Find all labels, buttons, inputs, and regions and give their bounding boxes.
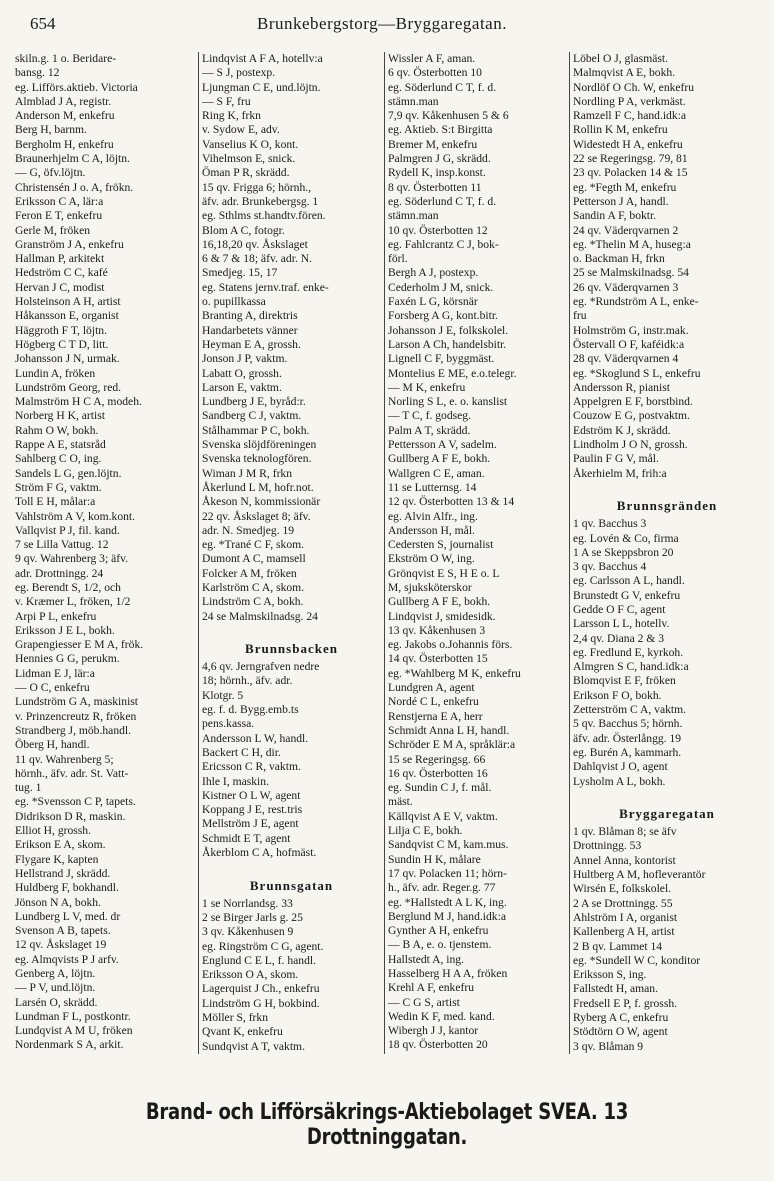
directory-entry: Åkerblom C A, hofmäst. [202, 846, 317, 860]
directory-entry: Möller S, frkn [202, 1011, 269, 1024]
directory-entry: 22 qv. Åskslaget 8; äfv. [202, 509, 311, 523]
directory-entry: Wallgren C E, aman. [388, 466, 485, 480]
directory-entry: 18 qv. Österbotten 20 [388, 1038, 488, 1052]
directory-entry: Paulin F G V, mål. [573, 452, 659, 466]
directory-entry: Johansson J N, urmak. [15, 352, 120, 366]
directory-entry: 3 qv. Kåkenhusen 9 [202, 925, 294, 939]
directory-entry: adr. Drottningg. 24 [15, 566, 104, 580]
directory-entry: Flygare K, kapten [15, 852, 99, 866]
directory-entry: Pettersson A V, sadelm. [388, 438, 497, 452]
directory-entry: Hennies G G, perukm. [15, 652, 120, 666]
directory-entry: eg. Jakobs o.Johannis förs. [388, 638, 513, 652]
directory-entry: Andersson H, mål. [388, 523, 475, 537]
directory-entry: Dahlqvist J O, agent [573, 760, 668, 774]
directory-entry: — S J, postexp. [202, 66, 276, 80]
directory-entry: 24 qv. Väderqvarnen 2 [573, 223, 679, 237]
directory-entry: Bergh A J, postexp. [388, 266, 479, 280]
directory-entry: Hultberg A M, hofleverantör [573, 868, 706, 882]
directory-entry: Jönson N A, bokh. [15, 895, 101, 909]
directory-entry: Couzow E G, postvaktm. [573, 409, 690, 423]
directory-entry: 15 se Regeringsg. 66 [388, 752, 486, 766]
directory-entry: Genberg A, löjtn. [15, 967, 96, 980]
directory-entry: 4,6 qv. Jerngrafven nedre [202, 660, 320, 674]
directory-entry: Lysholm A L, bokh. [573, 774, 666, 788]
directory-entry: — P V, und.löjtn. [15, 981, 96, 995]
directory-entry [388, 1053, 566, 1054]
directory-entry: Gedde O F C, agent [573, 602, 666, 616]
directory-entry: Ström F G, vaktm. [15, 480, 102, 494]
directory-entry: Ekström O W, ing. [388, 552, 475, 566]
directory-entry: — M K, enkefru [388, 380, 466, 394]
directory-entry: — O C, enkefru [15, 681, 90, 695]
directory-entry: Stödtörn O W, agent [573, 1025, 668, 1039]
directory-entry: Almblad J A, registr. [15, 94, 112, 108]
directory-entry: 9 qv. Wahrenberg 3; äfv. [15, 552, 129, 566]
directory-entry: Johansson J E, folkskolel. [388, 323, 509, 337]
directory-entry: 8 qv. Österbotten 11 [388, 180, 482, 194]
directory-entry: Cedersten S, journalist [388, 538, 494, 552]
directory-entry: Bergholm H, enkefru [15, 137, 114, 151]
street-section-heading: Bryggaregatan [619, 806, 715, 822]
directory-entry: Ring K, frkn [202, 109, 261, 123]
directory-entry: eg. *Hallstedt A L K, ing. [388, 895, 507, 909]
directory-entry: Branting A, direktris [202, 309, 298, 323]
directory-entry: eg. Sthlms st.handtv.fören. [202, 209, 326, 223]
directory-entry: Lundberg J E, byråd:r. [202, 395, 306, 409]
directory-entry: eg. Söderlund C T, f. d. [388, 80, 497, 94]
directory-entry: 13 qv. Kåkenhusen 3 [388, 623, 486, 637]
directory-entry: 23 qv. Polacken 14 & 15 [573, 166, 688, 180]
directory-entry: Sandin A F, boktr. [573, 209, 657, 223]
directory-entry: v. Sydow E, adv. [202, 123, 280, 137]
directory-entry: Koppang J E, rest.tris [202, 803, 303, 817]
directory-entry: Berg H, barnm. [15, 123, 87, 137]
directory-entry: Sandels L G, gen.löjtn. [15, 466, 122, 480]
directory-entry: tug. 1 [15, 781, 42, 795]
directory-entry: v. Prinzencreutz R, fröken [15, 709, 137, 723]
directory-entry: 2 B qv. Lammet 14 [573, 939, 663, 953]
directory-entry: Rydell K, insp.konst. [388, 166, 486, 180]
directory-entry: 16 qv. Österbotten 16 [388, 766, 488, 780]
directory-entry: Karlström C A, skom. [202, 580, 305, 594]
directory-entry: skiln.g. 1 o. Beridare- [15, 52, 117, 65]
directory-entry: eg. f. d. Bygg.emb.ts [202, 703, 299, 717]
directory-entry: pens.kassa. [202, 717, 255, 731]
directory-entry: Lagerquist J Ch., enkefru [202, 982, 320, 996]
directory-entry: Berglund M J, hand.idk:a [388, 909, 506, 923]
directory-entry: Gullberg A F E, bokh. [388, 595, 491, 609]
directory-entry: 2 A se Drottningg. 55 [573, 896, 673, 910]
directory-entry: Lundgren A, agent [388, 681, 475, 695]
directory-entry: eg. Almqvists P J arfv. [15, 952, 119, 966]
directory-entry: eg. Berendt S, 1/2, och [15, 580, 121, 594]
directory-entry: Ramzell F C, hand.idk:a [573, 109, 687, 123]
directory-entry: Källqvist A E V, vaktm. [388, 809, 498, 823]
directory-entry: Cederholm J M, snick. [388, 280, 494, 294]
directory-entry: 1 se Norrlandsg. 33 [202, 896, 293, 910]
directory-entry: Malmqvist A E, bokh. [573, 66, 676, 80]
directory-entry: Holsteinson A H, artist [15, 295, 121, 309]
directory-entry: Brunstedt G V, enkefru [573, 588, 681, 602]
directory-entry: Lundin A, fröken [15, 366, 96, 380]
directory-entry: Gerle M, fröken [15, 223, 91, 237]
directory-entry: 7 se Lilla Vattug. 12 [15, 538, 109, 552]
directory-entry: Ryberg A C, enkefru [573, 1011, 669, 1024]
directory-entry: v. Kræmer L, fröken, 1/2 [15, 595, 131, 609]
directory-entry: 10 qv. Österbotten 12 [388, 223, 488, 237]
directory-entry: — B A, e. o. tjenstem. [388, 938, 492, 952]
directory-entry: stämn.man [388, 209, 439, 223]
directory-entry: Petterson J A, handl. [573, 194, 669, 208]
directory-entry: äfv. adr. Brunkebergsg. 1 [202, 194, 319, 208]
directory-entry: Strandberg J, möb.handl. [15, 723, 132, 737]
directory-entry: — T C, f. godseg. [388, 409, 471, 423]
directory-entry: Eriksson O A, skom. [202, 968, 299, 982]
directory-entry: Lindström C A, bokh. [202, 595, 304, 609]
directory-entry: Anderson M, enkefru [15, 109, 115, 123]
directory-entry [573, 789, 761, 803]
directory-entry: 12 qv. Åskslaget 19 [15, 938, 107, 952]
directory-entry: Jonson J P, vaktm. [202, 352, 288, 366]
directory-entry: bansg. 12 [15, 66, 60, 80]
directory-entry: 15 qv. Frigga 6; hörnh., [202, 180, 312, 194]
directory-entry: Rappe A E, statsråd [15, 438, 106, 452]
directory-entry: Holmström G, instr.mak. [573, 323, 689, 337]
columns [12, 52, 764, 1054]
directory-entry: eg. Alvin Alfr., ing. [388, 509, 478, 523]
directory-entry: Nordlöf O Ch. W, enkefru [573, 80, 695, 94]
directory-entry: Vallqvist P J, fil. kand. [15, 523, 120, 537]
directory-entry: eg. Statens jernv.traf. enke- [202, 280, 329, 294]
directory-entry: Labatt O, grossh. [202, 366, 282, 380]
directory-entry: Appelgren E F, borstbind. [573, 395, 693, 409]
directory-entry: Sundqvist A T, vaktm. [202, 1039, 305, 1053]
directory-entry: Kistner O L W, agent [202, 788, 301, 802]
directory-entry: Grapengiesser E M A, frök. [15, 638, 144, 652]
advertisement-footer: Brand- och Lifförsäkrings-Aktiebolaget SVEA. 13 Drottninggatan. [145, 1100, 629, 1150]
directory-entry: Montelius E ME, e.o.telegr. [388, 366, 517, 380]
directory-entry: Löbel O J, glasmäst. [573, 52, 668, 65]
column-1 [12, 52, 198, 1054]
directory-entry: eg. Fahlcrantz C J, bok- [388, 237, 499, 251]
directory-entry: Gullberg A F E, bokh. [388, 452, 491, 466]
directory-entry: eg. Burén A, kammarh. [573, 745, 682, 759]
directory-entry: o. pupillkassa [202, 295, 266, 309]
directory-entry: eg. *Rundström A L, enke- [573, 295, 699, 309]
directory-entry: Handarbetets vänner [202, 323, 298, 337]
column-4 [569, 52, 764, 1054]
directory-entry: 1 qv. Blåman 8; se äfv [573, 825, 677, 839]
directory-entry: Sahlberg C O, ing. [15, 452, 102, 466]
directory-entry [573, 481, 761, 495]
directory-entry: Larson E, vaktm. [202, 380, 282, 394]
page-title: Brunkebergstorg—Bryggaregatan. [257, 14, 507, 33]
directory-entry: 2 se Birger Jarls g. 25 [202, 910, 303, 924]
directory-entry: 12 qv. Österbotten 13 & 14 [388, 495, 515, 509]
directory-entry: Hallman P, arkitekt [15, 252, 105, 266]
street-section-heading: Brunnsgatan [249, 877, 334, 893]
directory-entry: Wissler A F, aman. [388, 52, 476, 65]
directory-entry: Lindholm J O N, grossh. [573, 438, 688, 452]
directory-entry: Didrikson D R, maskin. [15, 809, 126, 823]
directory-entry: förl. [388, 252, 408, 266]
directory-entry: Backert C H, dir. [202, 745, 281, 759]
directory-entry: Östervall O F, kaféidk:a [573, 337, 685, 351]
directory-entry: Palm A T, skrädd. [388, 423, 471, 437]
directory-entry: 14 qv. Österbotten 15 [388, 652, 488, 666]
directory-entry: Vahlström A V, kom.kont. [15, 509, 136, 523]
directory-entry: Bremer M, enkefru [388, 137, 478, 151]
directory-entry: Folcker A M, fröken [202, 566, 297, 580]
directory-entry: Kallenberg A H, artist [573, 925, 675, 939]
directory-entry: Svenska teknologfören. [202, 452, 312, 466]
directory-entry: Wirsén E, folkskolel. [573, 882, 672, 896]
directory-entry: Nordenmark S A, arkit. [15, 1038, 124, 1052]
directory-entry: Stålhammar P C, bokh. [202, 423, 310, 437]
directory-entry: Annel Anna, kontorist [573, 853, 676, 867]
directory-entry: — G, öfv.löjtn. [15, 166, 86, 180]
directory-entry: Lundman F L, postkontr. [15, 1009, 131, 1023]
directory-entry: Svenson A B, tapets. [15, 924, 111, 938]
directory-entry: eg. Carlsson A L, handl. [573, 574, 685, 588]
directory-entry: adr. N. Smedjeg. 19 [202, 523, 295, 537]
directory-entry: o. Backman H, frkn [573, 252, 665, 266]
directory-entry: Lignell C F, byggmäst. [388, 352, 495, 366]
directory-entry: eg. Lovén & Co, firma [573, 531, 679, 545]
directory-entry: Åkerlund L M, hofr.not. [202, 480, 314, 494]
directory-entry: Palmgren J G, skrädd. [388, 152, 491, 166]
directory-entry: Sandberg C J, vaktm. [202, 409, 302, 423]
directory-entry: Sundin H K, målare [388, 852, 481, 866]
directory-entry: Schröder E M A, språklär:a [388, 738, 516, 752]
directory-entry: Huldberg F, bokhandl. [15, 881, 119, 895]
directory-entry: Arpi P L, enkefru [15, 609, 97, 623]
page-number: 654 [30, 14, 56, 33]
directory-entry: 18; hörnh., äfv. adr. [202, 674, 293, 688]
directory-entry: Hellstrand J, skrädd. [15, 866, 111, 880]
directory-entry: Heyman E A, grossh. [202, 337, 301, 351]
directory-entry: h., äfv. adr. Reger.g. 77 [388, 881, 496, 895]
directory-entry: Eriksson C A, lär:a [15, 194, 104, 208]
directory-entry: Englund C E L, f. handl. [202, 953, 316, 967]
directory-entry: Lundström G A, maskinist [15, 695, 139, 709]
directory-entry: 11 se Lutternsg. 14 [388, 480, 477, 494]
directory-entry: Zetterström C A, vaktm. [573, 703, 687, 717]
directory-entry: Dumont A C, mamsell [202, 552, 306, 566]
directory-entry: 24 se Malmskilnadsg. 24 [202, 609, 318, 623]
directory-entry: Widestedt H A, enkefru [573, 137, 683, 151]
directory-entry: 28 qv. Väderqvarnen 4 [573, 352, 679, 366]
directory-entry: Blomqvist E F, fröken [573, 674, 676, 688]
directory-entry: Nordling P A, verkmäst. [573, 94, 686, 108]
directory-entry: Norberg H K, artist [15, 409, 105, 423]
directory-entry: 25 se Malmskilnadsg. 54 [573, 266, 689, 280]
directory-entry: Svenska slöjdföreningen [202, 438, 317, 452]
directory-entry: Lidman E J, lär:a [15, 666, 95, 680]
directory-entry: Andersson R, pianist [573, 380, 670, 394]
column-2 [198, 52, 384, 1054]
directory-entry: Ljungman C E, und.löjtn. [202, 80, 321, 94]
directory-entry: hörnh., äfv. adr. St. Vatt- [15, 766, 129, 780]
directory-entry: Åkeson N, kommissionär [202, 495, 321, 509]
directory-entry: fru [573, 309, 587, 323]
directory-entry: eg. Söderlund C T, f. d. [388, 194, 497, 208]
directory-entry: Krehl A F, enkefru [388, 981, 475, 995]
directory-entry: Edström K J, skrädd. [573, 423, 671, 437]
directory-entry: — C G S, artist [388, 995, 460, 1009]
directory-entry: 3 qv. Blåman 9 [573, 1039, 644, 1053]
directory-entry: 22 se Regeringsg. 79, 81 [573, 152, 688, 166]
directory-entry: Wibergh J J, kantor [388, 1024, 479, 1038]
directory-entry: 6 qv. Österbotten 10 [388, 66, 482, 80]
directory-entry: Rollin K M, enkefru [573, 123, 668, 137]
directory-entry: Grönqvist E S, H E o. L [388, 566, 500, 580]
directory-entry: Smedjeg. 15, 17 [202, 266, 278, 280]
directory-entry: Fredsell E P, f. grossh. [573, 996, 678, 1010]
directory-entry: 2,4 qv. Diana 2 & 3 [573, 631, 665, 645]
directory-entry: Elliot H, grossh. [15, 824, 92, 838]
directory-entry: Wiman J M R, frkn [202, 466, 293, 480]
directory-entry: Braunerhjelm C A, löjtn. [15, 152, 130, 166]
page-header [12, 14, 764, 38]
directory-entry: 26 qv. Väderqvarnen 3 [573, 280, 679, 294]
directory-entry: 5 qv. Bacchus 5; hörnh. [573, 717, 683, 731]
directory-entry: Åkerhielm M, frih:a [573, 466, 667, 480]
directory-entry: eg. Fredlund E, kyrkoh. [573, 645, 684, 659]
directory-entry: Mellström J E, agent [202, 817, 299, 831]
directory-entry: Larsson L L, hotellv. [573, 617, 670, 631]
directory-entry: Lindqvist J, smidesidk. [388, 609, 496, 623]
directory-entry: Lundström Georg, red. [15, 380, 122, 394]
directory-entry: Öberg H, handl. [15, 738, 90, 752]
directory-entry: eg. *Skoglund S L, enkefru [573, 366, 701, 380]
directory-entry: Andersson L W, handl. [202, 731, 309, 745]
directory-entry: eg. *Trané C F, skom. [202, 538, 305, 552]
directory-entry: Sandqvist C M, kam.mus. [388, 838, 509, 852]
directory-entry [202, 624, 381, 638]
directory-entry: eg. Ringström C G, agent. [202, 939, 324, 953]
directory-entry: Blom A C, fotogr. [202, 223, 285, 237]
directory-entry: Lindström G H, bokbind. [202, 996, 320, 1010]
directory-entry: stämn.man [388, 94, 439, 108]
directory-entry: 3 qv. Bacchus 4 [573, 560, 647, 574]
directory-entry: Drottningg. 53 [573, 839, 642, 853]
directory-entry: Malmström H C A, modeh. [15, 395, 142, 409]
directory-entry: Högberg C T D, litt. [15, 337, 109, 351]
directory-entry [202, 860, 381, 874]
directory-entry: Nordé C L, enkefru [388, 695, 479, 709]
directory-entry: 1 A se Skeppsbron 20 [573, 545, 674, 559]
directory-entry: Larson A Ch, handelsbitr. [388, 337, 507, 351]
directory-entry: M, sjuksköterskor [388, 580, 472, 594]
directory-entry: 6 & 7 & 18; äfv. adr. N. [202, 252, 313, 266]
directory-entry: 16,18,20 qv. Åskslaget [202, 237, 308, 251]
directory-entry: Ericsson C R, vaktm. [202, 760, 301, 774]
street-section-heading: Brunnsgränden [616, 498, 718, 514]
directory-entry: Lundqvist A M U, fröken [15, 1024, 133, 1038]
directory-entry: Öman P R, skrädd. [202, 166, 290, 180]
street-section-heading: Brunnsbacken [245, 641, 338, 657]
directory-entry: Toll E H, målar:a [15, 495, 96, 509]
directory-entry: Norling S L, e. o. kanslist [388, 395, 508, 409]
directory-entry: Ihle I, maskin. [202, 774, 269, 788]
directory-entry: Forsberg A G, kont.bitr. [388, 309, 498, 323]
directory-entry: Klotgr. 5 [202, 688, 244, 702]
directory-entry: Qvant K, enkefru [202, 1025, 283, 1039]
directory-entry: eg. *Thelin M A, huseg:a [573, 237, 691, 251]
directory-entry: Vanselius K O, kont. [202, 137, 299, 151]
directory-entry: 11 qv. Wahrenberg 5; [15, 752, 114, 766]
directory-entry: Gynther A H, enkefru [388, 924, 489, 938]
directory-entry: eg. Sundin C J, f. mål. [388, 781, 492, 795]
directory-entry: eg. *Svensson C P, tapets. [15, 795, 136, 809]
directory-entry: Wedin K F, med. kand. [388, 1009, 495, 1023]
directory-entry: eg. Lifförs.aktieb. Victoria [15, 80, 138, 94]
directory-entry: Hasselberg H A A, fröken [388, 967, 508, 980]
directory-entry: Rahm O W, bokh. [15, 423, 99, 437]
directory-entry: 7,9 qv. Kåkenhusen 5 & 6 [388, 109, 509, 123]
directory-entry: äfv. adr. Österlångg. 19 [573, 731, 682, 745]
directory-entry: Hervan J C, modist [15, 280, 105, 294]
directory-entry [15, 1053, 195, 1054]
directory-entry: Hallstedt A, ing. [388, 952, 464, 966]
directory-entry: Lilja C E, bokh. [388, 824, 463, 838]
directory-entry: eg. Aktieb. S:t Birgitta [388, 123, 493, 137]
directory-entry: Renstjerna E A, herr [388, 709, 483, 723]
directory-entry: Christensén J o. A, frökn. [15, 180, 134, 194]
directory-entry: Larsén O, skrädd. [15, 995, 98, 1009]
directory-entry: Ahlström I A, organist [573, 910, 678, 924]
directory-entry: Schmidt Anna L H, handl. [388, 723, 510, 737]
directory-entry: Lundberg L V, med. dr [15, 909, 121, 923]
directory-entry: eg. *Sundell W C, konditor [573, 953, 701, 967]
directory-entry: Fallstedt H, aman. [573, 982, 659, 996]
column-3 [384, 52, 569, 1054]
directory-entry: Lindqvist A F A, hotellv:a [202, 52, 323, 65]
directory-entry: Faxén L G, körsnär [388, 295, 478, 309]
directory-entry: Håkansson E, organist [15, 309, 119, 323]
directory-entry: mäst. [388, 795, 413, 809]
directory-entry: Almgren S C, hand.idk:a [573, 660, 689, 674]
directory-entry: Erikson F O, bokh. [573, 688, 662, 702]
directory-entry: — S F, fru [202, 94, 251, 108]
directory-entry: Hedström C C, kafé [15, 266, 108, 280]
directory-entry: Schmidt E T, agent [202, 831, 291, 845]
directory-entry: Vihelmson E, snick. [202, 152, 296, 166]
directory-entry: Granström J A, enkefru [15, 237, 124, 251]
directory-entry: 17 qv. Polacken 11; hörn- [388, 866, 507, 880]
directory-entry: Eriksson S, ing. [573, 968, 647, 982]
directory-entry: eg. *Fegth M, enkefru [573, 180, 677, 194]
directory-entry: Eriksson J E L, bokh. [15, 623, 115, 637]
directory-entry: Erikson E A, skom. [15, 838, 106, 852]
directory-entry: 1 qv. Bacchus 3 [573, 517, 647, 531]
directory-entry: Feron E T, enkefru [15, 209, 103, 223]
directory-entry: Häggroth F T, löjtn. [15, 323, 107, 337]
directory-entry: eg. *Wahlberg M K, enkefru [388, 666, 521, 680]
